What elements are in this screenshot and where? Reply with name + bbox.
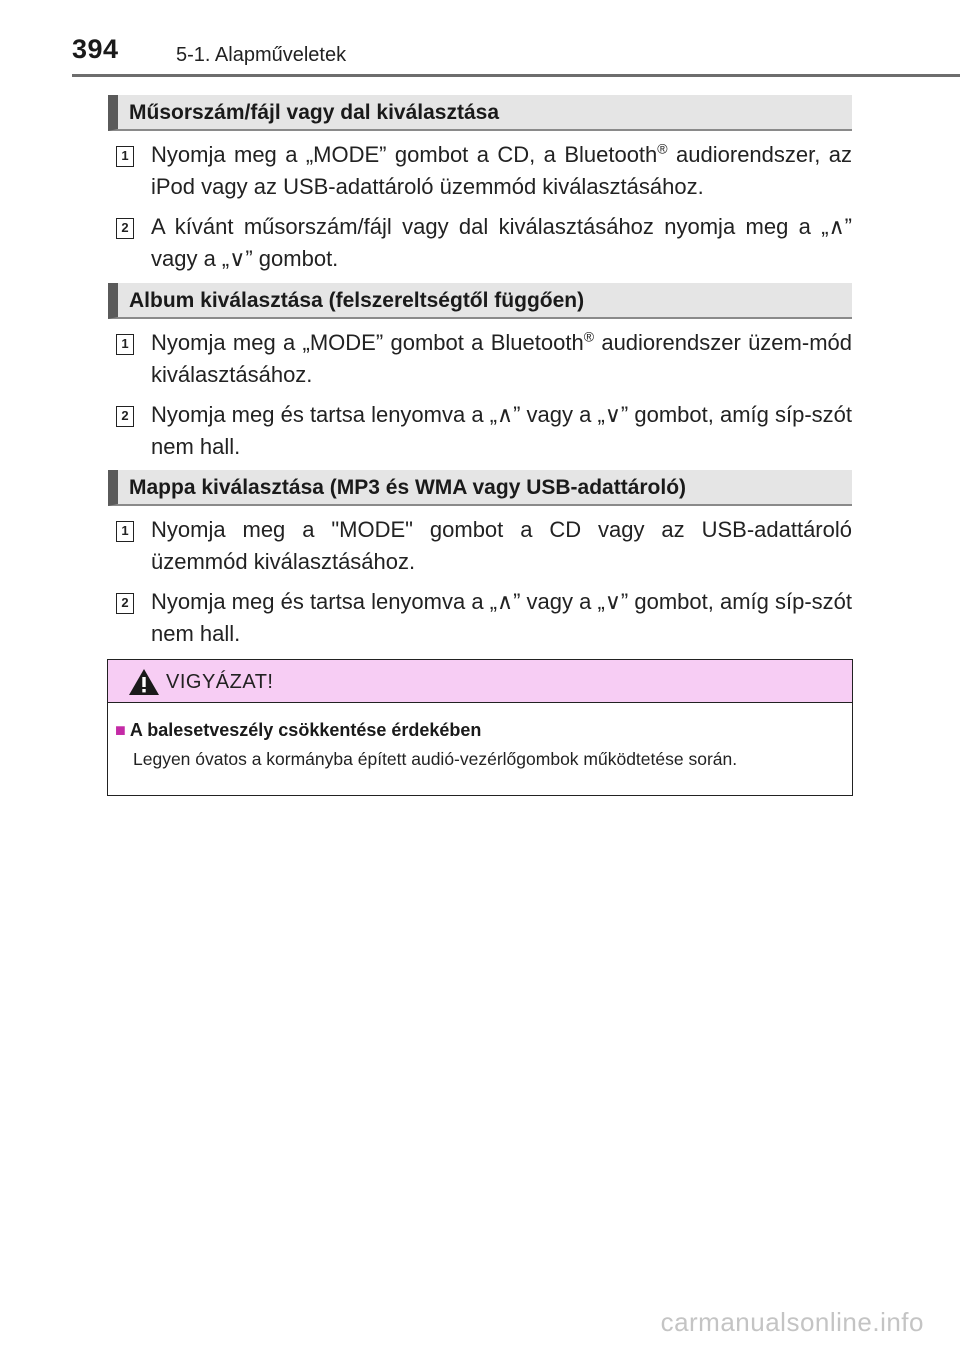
step-item: [108, 211, 852, 275]
header-rule: [72, 74, 960, 77]
step-text: Nyomja meg a "MODE" gombot a CD vagy az USB-adattároló üzemmód kiválasztásához.: [151, 517, 852, 574]
page-header: [0, 0, 960, 80]
caution-title: VIGYÁZAT!: [166, 671, 274, 693]
page-number: 394: [72, 34, 119, 64]
caution-subtitle: ■ A balesetveszély csökkentése érdekében: [115, 720, 482, 740]
caution-header: [108, 660, 852, 703]
step-number: 1: [116, 146, 134, 167]
section-title-bar: [108, 95, 852, 131]
warning-triangle-icon: [128, 668, 160, 696]
section-title: Album kiválasztása (felszereltségtől függően): [129, 289, 585, 312]
step-item: [108, 327, 852, 391]
section-title-bar: [108, 283, 852, 319]
step-item: [108, 586, 852, 650]
step-item: [108, 139, 852, 203]
step-number: 2: [116, 593, 134, 614]
step-text: Nyomja meg a „MODE” gombot a Bluetooth® audiorendszer üzem-mód kiválasztásához.: [151, 328, 852, 387]
step-text: Nyomja meg és tartsa lenyomva a „∧” vagy a „∨” gombot, amíg síp-szót nem hall.: [151, 402, 853, 459]
square-bullet-icon: ■: [115, 720, 126, 740]
watermark: carmanualsonline.info: [660, 1307, 924, 1337]
step-text: Nyomja meg és tartsa lenyomva a „∧” vagy a „∨” gombot, amíg síp-szót nem hall.: [151, 589, 853, 646]
chapter-title: 5-1. Alapműveletek: [176, 44, 347, 66]
step-item: [108, 514, 852, 578]
step-item: [108, 399, 852, 463]
step-text: Nyomja meg a „MODE” gombot a CD, a Bluetooth® audiorendszer, az iPod vagy az USB-adattároló üzemmód kiválasztásához.: [151, 140, 853, 199]
section-title: Műsorszám/fájl vagy dal kiválasztása: [129, 101, 500, 124]
step-number: 1: [116, 334, 134, 355]
section-title-bar: [108, 470, 852, 506]
caution-box: [107, 659, 853, 796]
section-folder-select: [108, 470, 852, 650]
step-number: 2: [116, 218, 134, 239]
caution-text: Legyen óvatos a kormányba épített audió-vezérlőgombok működtetése során.: [133, 749, 738, 769]
step-number: 1: [116, 521, 134, 542]
section-track-select: [108, 95, 852, 275]
section-title: Mappa kiválasztása (MP3 és WMA vagy USB-adattároló): [129, 476, 687, 499]
step-number: 2: [116, 406, 134, 427]
step-text: A kívánt műsorszám/fájl vagy dal kiválasztásához nyomja meg a „∧” vagy a „∨” gombot.: [151, 214, 852, 271]
section-album-select: [108, 283, 852, 463]
